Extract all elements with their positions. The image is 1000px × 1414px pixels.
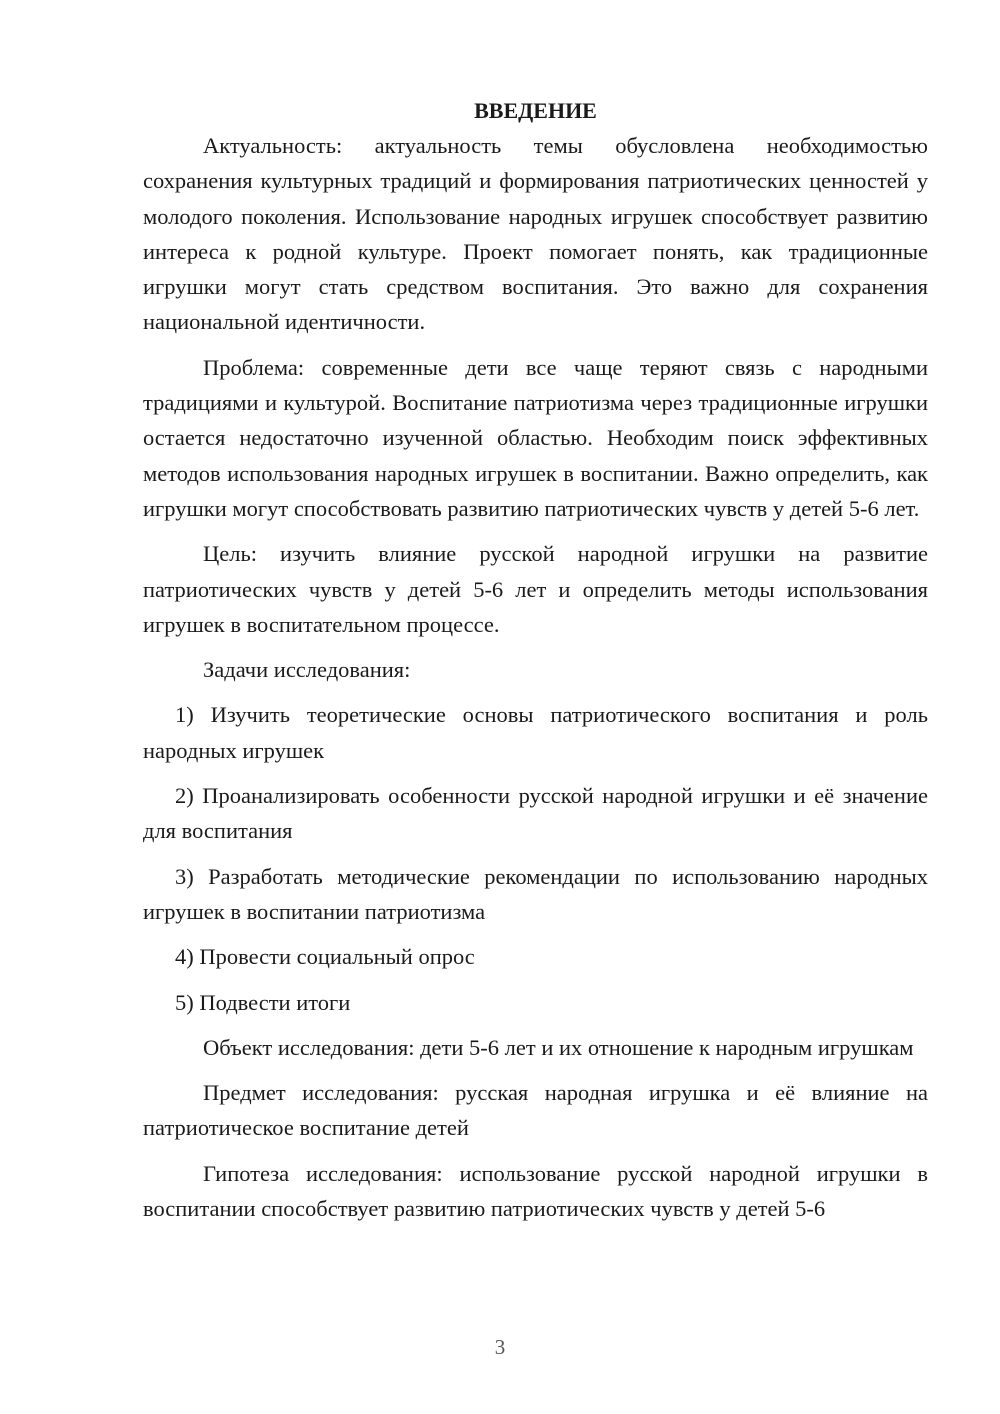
page-number: 3 [494, 1335, 506, 1359]
page-title: ВВЕДЕНИЕ [474, 98, 597, 123]
paragraph-hypothesis: Гипотеза исследования: использование русской народной игрушки в воспитании способствует развитию патриотических чувств у детей 5-6 [143, 1160, 928, 1222]
task-item-5: 5) Подвести итоги [175, 989, 351, 1015]
paragraph-goal: Цель: изучить влияние русской народной игрушки на развитие патриотических чувств у детей 5-6 лет и определить методы использования игрушек в воспитательном процессе. [143, 541, 928, 637]
task-item-4: 4) Провести социальный опрос [175, 944, 475, 970]
paragraph-subject: Предмет исследования: русская народная игрушка и её влияние на патриотическое воспитание детей [143, 1080, 928, 1141]
paragraph-problem: Проблема: современные дети все чаще теряют связь с народными традициями и культурой. Воспитание патриотизма через традиционные игрушки остается недостаточно изученной областью. Необходим поиск эффективных методов использования народных игрушек в воспитании. Важно определить, как игрушки могут способствовать развитию патриотических чувств у детей 5-6 лет. [143, 354, 928, 521]
task-item-1: 1) Изучить теоретические основы патриотического воспитания и роль народных игрушек [143, 702, 928, 763]
task-item-3: 3) Разработать методические рекомендации по использованию народных игрушек в воспитании патриотизма [143, 863, 928, 924]
document-page [143, 96, 928, 1236]
paragraph-tasks-heading: Задачи исследования: [203, 657, 411, 683]
paragraph-relevance: Актуальность: актуальность темы обусловлена необходимостью сохранения культурных традиций и формирования патриотических ценностей у молодого поколения. Использование народных игрушек способствует развитию интереса к родной культуре. Проект помогает понять, как традиционные игрушки могут стать средством воспитания. Это важно для сохранения национальной идентичности. [143, 133, 928, 335]
paragraph-object: Объект исследования: дети 5-6 лет и их отношение к народным игрушкам [203, 1034, 914, 1060]
task-item-2: 2) Проанализировать особенности русской народной игрушки и её значение для воспитания [143, 783, 928, 844]
